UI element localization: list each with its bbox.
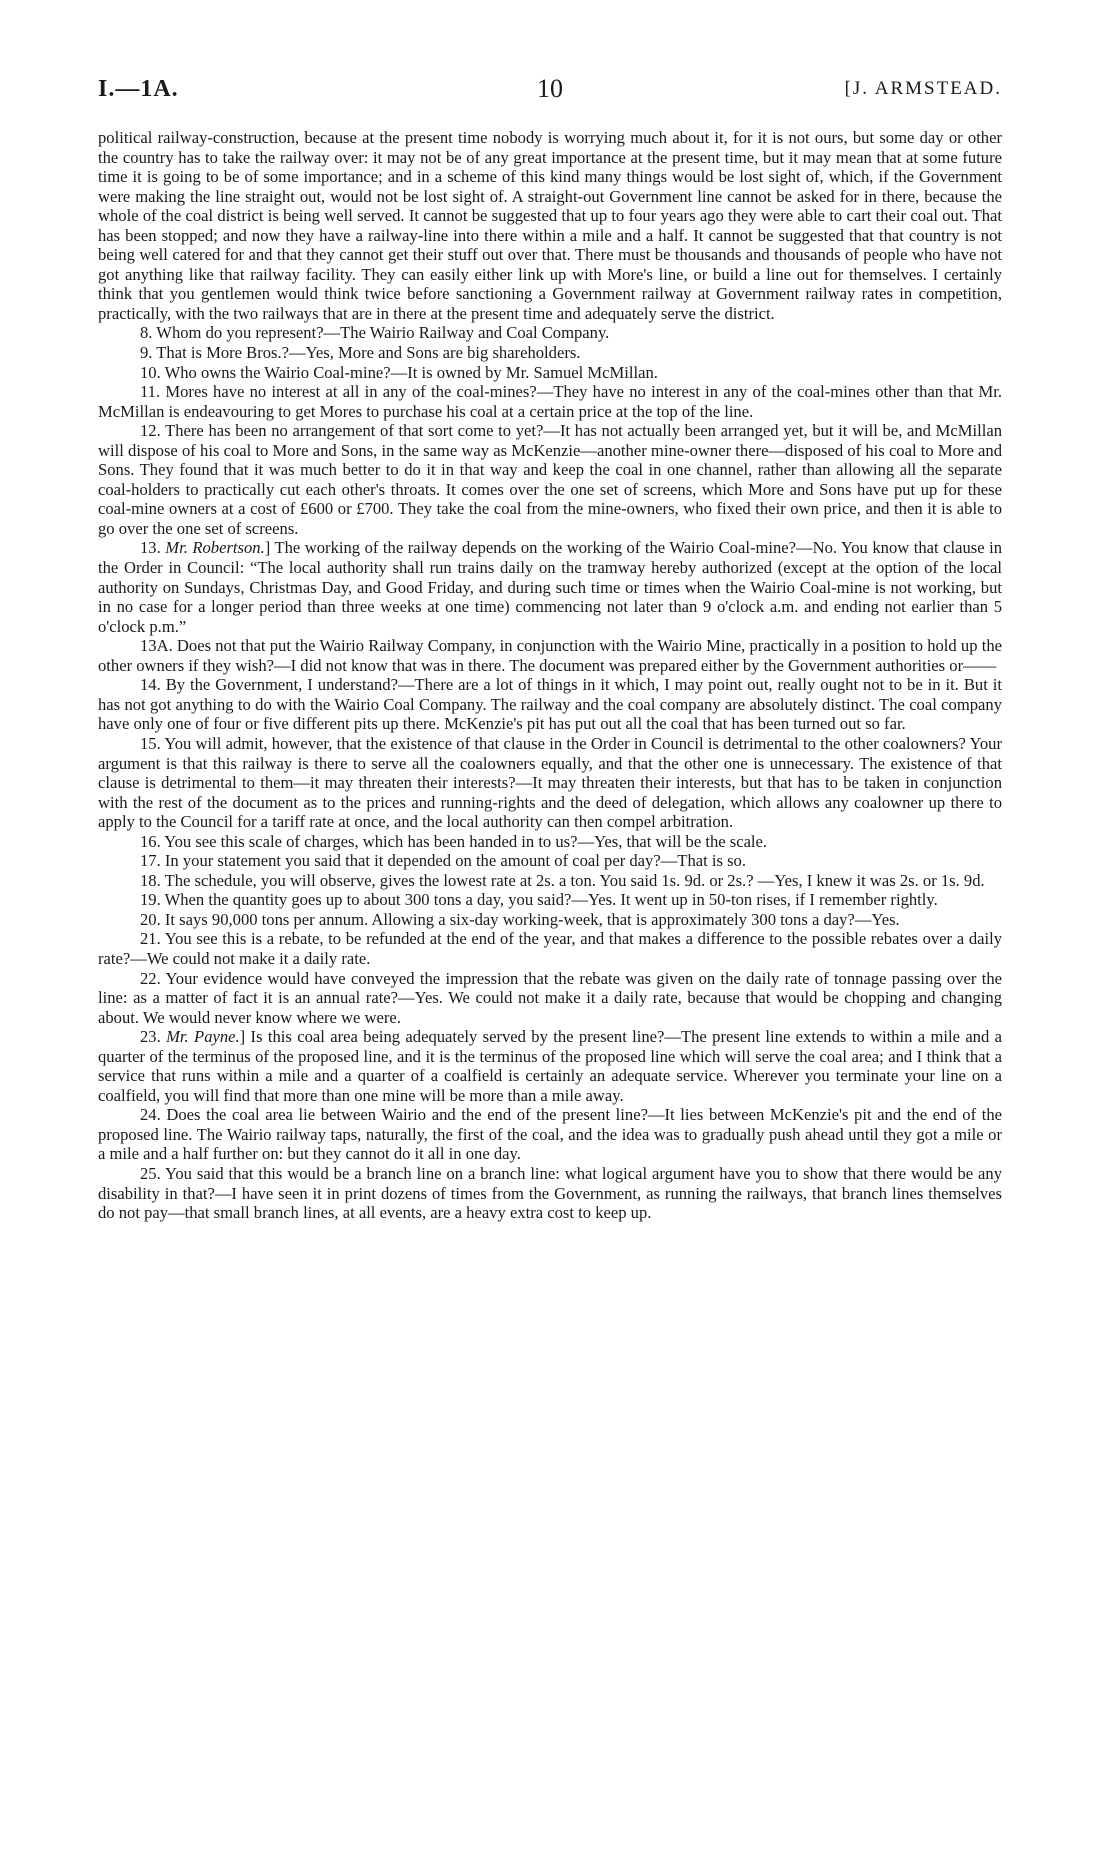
paragraph-text: 10. Who owns the Wairio Coal-mine?—It is owned by Mr. Samuel McMillan.: [140, 362, 658, 382]
paragraph-text: 25. You said that this would be a branch line on a branch line: what logical argument have you to show that there would be any disability in that?—I have seen it in print dozens of times from the Government, as running the railways, that branch lines themselves do not pay—that small branch lines, at all events, are a heavy extra cost to keep up.: [98, 1163, 1002, 1223]
paragraph-text: 22. Your evidence would have conveyed the impression that the rebate was given on the daily rate of tonnage passing over the line: as a matter of fact it is an annual rate?—Yes. We could not make it a daily rate, because that would be chopping and changing about. We would never know where we were.: [98, 968, 1002, 1027]
paragraph-text: 14. By the Government, I understand?—There are a lot of things in it which, I may point out, really ought not to be in it. But it has not got anything to do with the Wairio Coal Company. The railway and the coal company are absolutely distinct. The coal company have only one of four or five different pits up there. McKenzie's pit has put out all the coal that has been turned out so far.: [98, 675, 1002, 734]
paragraph-text: political railway-construction, because at the present time nobody is worrying much about it, for it is not ours, but some day or other the country has to take the railway over: it may not be of any great importance at the present time, but it may mean that at some future time it is going to be of some importance; and in a scheme of this kind many things would be lost sight of, which, if the Government were making the line straight out, would not be lost sight of. A straight-out Government line cannot be asked for in there, because the whole of the coal district is being well served. It cannot be suggested that up to four years ago they were able to cart their coal out. That has been stopped; and now they have a railway-line into there within a mile and a half. It cannot be suggested that that country is not being well catered for and that they cannot get their stuff out over that. There must be thousands and thousands of people who have not got anything like that railway facility. They can easily either link up with More's line, or build a line out for themselves. I certainly think that you gentlemen would think twice before sanctioning a Government railway at Government railway rates in competition, practically, with the two railways that are in there at the present time and adequately serve the district.: [98, 128, 1002, 323]
paragraph-intro: [98, 128, 1002, 323]
paragraph-text: 11. Mores have no interest at all in any of the coal-mines?—They have no interest in any of the coal-mines other than that Mr. McMillan is endeavouring to get Mores to purchase his coal at a certain price at the top of the line.: [98, 382, 1002, 421]
document-reference: I.—1A.: [98, 76, 179, 102]
paragraph-text: 8. Whom do you represent?—The Wairio Railway and Coal Company.: [140, 323, 610, 343]
question-11: [98, 382, 1002, 421]
question-12: [98, 421, 1002, 538]
question-22: [98, 969, 1002, 1028]
question-number: 13.: [140, 538, 166, 558]
witness-name: [J. ARMSTEAD.: [844, 78, 1002, 99]
paragraph-text: 19. When the quantity goes up to about 300 tons a day, you said?—Yes. It went up in 50-ton rises, if I remember rightly.: [140, 890, 938, 910]
paragraph-text: 16. You see this scale of charges, which has been handed in to us?—Yes, that will be the scale.: [140, 831, 768, 851]
question-13: [98, 538, 1002, 636]
paragraph-text: 9. That is More Bros.?—Yes, More and Sons are big shareholders.: [140, 343, 581, 363]
question-number: 23.: [140, 1027, 167, 1047]
paragraph-text: ] Is this coal area being adequately served by the present line?—The present line extends to within a mile and a quarter of the terminus of the proposed line, and it is the terminus of the proposed line which will serve the coal area; and I think that a service that runs within a mile and a quarter of a coalfield is certainly an adequate service. Wherever you terminate your line on a coalfield, you will find that more than one mine will be more than a mile away.: [98, 1027, 1002, 1105]
question-23: [98, 1027, 1002, 1105]
document-body: [98, 128, 1002, 1223]
question-25: [98, 1164, 1002, 1223]
question-13a: [98, 636, 1002, 675]
question-17: [98, 851, 1002, 871]
question-24: [98, 1105, 1002, 1164]
page-header: [98, 70, 1002, 128]
paragraph-text: 13A. Does not that put the Wairio Railway Company, in conjunction with the Wairio Mine, practically in a position to hold up the other owners if they wish?—I did not know that was in there. The document was prepared either by the Government authorities or——: [98, 636, 1002, 675]
paragraph-text: 18. The schedule, you will observe, gives the lowest rate at 2s. a ton. You said 1s. 9d. or 2s.? —Yes, I knew it was 2s. or 1s. 9d.: [140, 870, 985, 890]
question-20: [98, 910, 1002, 930]
question-18: [98, 871, 1002, 891]
speaker-name: Mr. Payne.: [166, 1027, 240, 1047]
paragraph-text: 20. It says 90,000 tons per annum. Allowing a six-day working-week, that is approximately 300 tons a day?—Yes.: [140, 909, 900, 929]
speaker-name: Mr. Robertson.: [165, 538, 265, 558]
question-10: [98, 363, 1002, 383]
paragraph-text: 12. There has been no arrangement of that sort come to yet?—It has not actually been arranged yet, but it will be, and McMillan will dispose of his coal to More and Sons, in the same way as McKenzie—another mine-owner there—disposed of his coal to More and Sons. They found that it was much better to do it in that way and keep the coal in one channel, rather than allowing all the separate coal-holders to practically cut each other's throats. It comes over the one set of screens, which More and Sons have put up for these coal-mine owners at a cost of £600 or £700. They take the coal from the mine-owners, who fixed their own price, and then it is able to go over the one set of screens.: [98, 421, 1002, 538]
paragraph-text: 24. Does the coal area lie between Wairio and the end of the present line?—It lies between McKenzie's pit and the end of the proposed line. The Wairio railway taps, naturally, the first of the coal, and the idea was to gradually push ahead until they got a mile or a mile and a half further on: but they cannot do it all in one day.: [98, 1105, 1002, 1164]
question-16: [98, 832, 1002, 852]
question-19: [98, 890, 1002, 910]
question-21: [98, 929, 1002, 968]
question-14: [98, 675, 1002, 734]
paragraph-text: ] The working of the railway depends on the working of the Wairio Coal-mine?—No. You know that clause in the Order in Council: “The local authority shall run trains daily on the tramway hereby authorized (except at the option of the local authority on Sundays, Christmas Day, and Good Friday, and during such time or times when the Wairio Coal-mine is not working, but in no case for a longer period than three weeks at one time) commencing not later than 9 o'clock a.m. and ending not earlier than 5 o'clock p.m.”: [98, 538, 1003, 636]
paragraph-text: 15. You will admit, however, that the existence of that clause in the Order in Council is detrimental to the other coalowners? Your argument is that this railway is there to serve all the coalowners equally, and that the other one is unnecessary. The existence of that clause is detrimental to them—it may threaten their interests?—It may threaten their interests, but that has to be taken in conjunction with the rest of the document as to the prices and running-rights and the deed of delegation, which allows any coalowner up there to apply to the Council for a tariff rate at once, and the local authority can then compel arbitration.: [98, 733, 1002, 832]
question-8: [98, 323, 1002, 343]
question-9: [98, 343, 1002, 363]
paragraph-text: 21. You see this is a rebate, to be refunded at the end of the year, and that makes a difference to the possible rebates over a daily rate?—We could not make it a daily rate.: [98, 929, 1002, 968]
page-number: 10: [537, 74, 563, 103]
question-15: [98, 734, 1002, 832]
paragraph-text: 17. In your statement you said that it depended on the amount of coal per day?—That is so.: [140, 851, 746, 871]
